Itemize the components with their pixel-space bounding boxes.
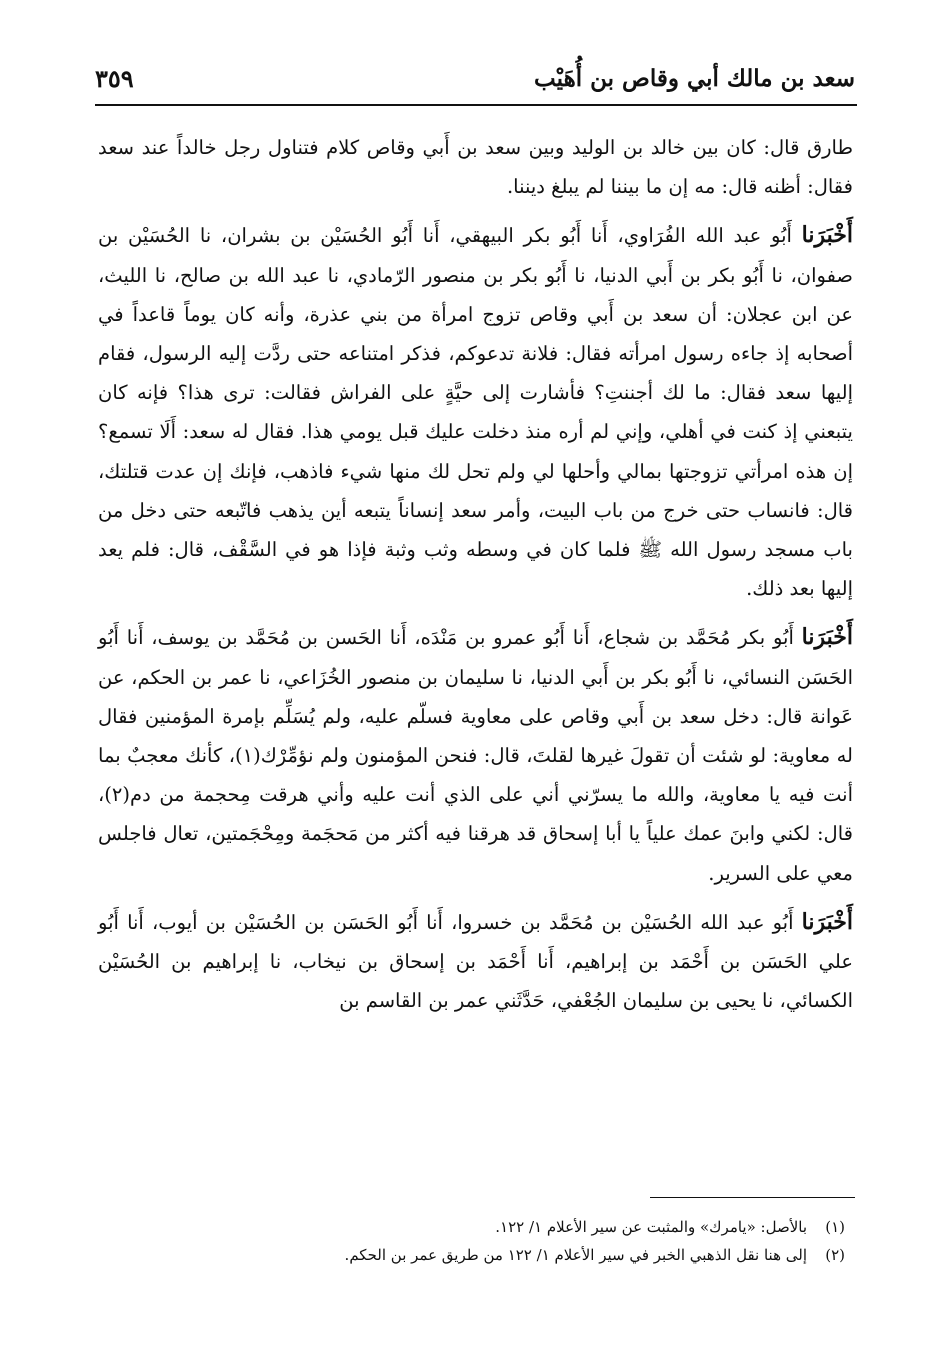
paragraph-text: أَبُو عبد الله الفُرَاوي، أَنا أَبُو بكر البيهقي، أَنا أَبُو الحُسَيْن بن بشران، نا الحُسَيْن بن صفوان، نا أَبُو بكر بن أَبي الدنيا، نا أَبُو بكر بن منصور الرّمادي، نا عبد الله بن صالح، نا الليث، عن ابن عجلان: أن سعد بن أَبي وقاص تزوج امرأة من بني عذرة، وأنه كان يوماً قاعداً في أصحابه إذ جاءه رسول امرأته فقال: فلانة تدعوكم، فذكر امتناعه حتى ردَّت إليه الرسول، فقام إليها سعد فقال: ما لك أجننتِ؟ فأشارت إلى حيَّةٍ على الفراش فقالت: ترى هذا؟ فإنه كان يتبعني إذ كنت في أهلي، وإني لم أره منذ دخلت عليك قبل يومي هذا. فقال له سعد: أَلَا تسمع؟ إن هذه امرأتي تزوجتها بمالي وأحلها لي ولم تحل لك منها شيء فاذهب، فإنك إن عدت قتلتك، قال: فانساب حتى خرج من باب البيت، وأمر سعد إنساناً يتبعه أين يذهب فاتّبعه حتى دخل من باب مسجد رسول الله ﷺ فلما كان في وسطه وثب وثبة فإذا هو في السَّقْف، قال: فلم يعد إليها بعد ذلك. — [98, 224, 853, 601]
page-header — [95, 58, 855, 98]
page-number: ٣٥٩ — [95, 63, 134, 93]
paragraph-lead: أَخْبَرَنا — [801, 222, 853, 249]
paragraph — [98, 903, 853, 1021]
paragraph — [98, 128, 853, 206]
footnote-number: (١) — [825, 1218, 845, 1236]
paragraph — [98, 216, 853, 608]
footnote-text: بالأصل: «يامرك» والمثبت عن سير الأعلام ١/ ١٢٢. — [495, 1218, 807, 1236]
footnote-divider — [650, 1197, 855, 1198]
header-divider — [95, 104, 857, 106]
paragraph-text: أَبُو بكر مُحَمَّد بن شجاع، أَنا أَبُو عمرو بن مَنْدَه، أَنا الحَسن بن مُحَمَّد بن يوسف، أَنا أَبُو الحَسَن النسائي، نا أَبُو بكر بن أَبي الدنيا، نا سليمان بن منصور الخُزَاعي، نا عمر بن الحكم، عن عَوانة قال: دخل سعد بن أَبي وقاص على معاوية فسلّم عليه، ولم يُسَلِّم بإمرة المؤمنين فقال له معاوية: لو شئت أن تقولَ غيرها لقلتَ، قال: فنحن المؤمنون ولم نؤمِّرْك(١)، كأنك معجبٌ بما أنت فيه يا معاوية، والله ما يسرّني أني على الذي أنت عليه وأني هرقت مِحجمة من دم(٢)، قال: لكني وابنَ عمك علياً يا أبا إسحاق قد هرقنا فيه أكثر من مَحجَمة ومِحْجَمتين، تعال فاجلس معي على السرير. — [98, 626, 854, 885]
paragraph-lead: أَخْبَرَنا — [801, 908, 853, 935]
paragraph — [98, 618, 853, 892]
paragraph-lead: أَخْبَرَنا — [801, 624, 853, 651]
paragraph-text: طارق قال: كان بين خالد بن الوليد وبين سعد بن أَبي وقاص كلام فتناول رجل خالداً عند سعد فقال: أظنه قال: مه إن ما بيننا لم يبلغ ديننا. — [98, 136, 853, 199]
paragraph-text: أَبُو عبد الله الحُسَيْن بن مُحَمَّد بن خسروا، أَنا أَبُو الحَسَن بن الحُسَيْن بن أيوب، أَنا أَبُو علي الحَسَن بن أَحْمَد بن إبراهيم، أَنا أَحْمَد بن إسحاق بن نيخاب، نا إبراهيم بن الحُسَيْن الكسائي، نا يحيى بن سليمان الجُعْفي، حَدَّثَني عمر بن القاسم بن — [98, 910, 853, 1013]
footnotes — [120, 1213, 845, 1269]
footnote — [120, 1241, 845, 1269]
footnote-number: (٢) — [825, 1246, 845, 1264]
footnote — [120, 1213, 845, 1241]
main-text — [98, 128, 853, 1020]
running-title: سعد بن مالك أبي وقاص بن أُهَيْب — [534, 64, 855, 92]
footnote-text: إلى هنا نقل الذهبي الخبر في سير الأعلام ١/ ١٢٢ من طريق عمر بن الحكم. — [344, 1246, 807, 1264]
